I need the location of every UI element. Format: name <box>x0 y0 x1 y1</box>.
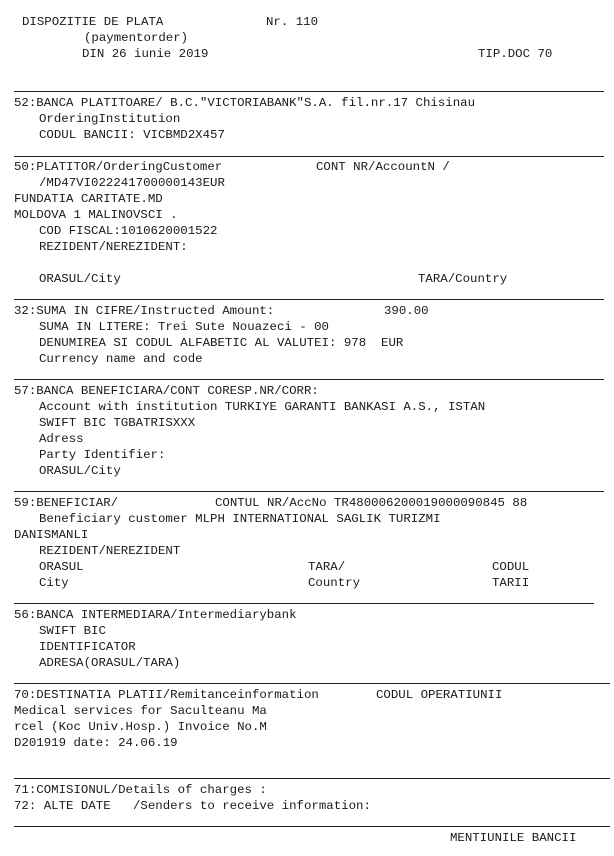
field-57-address: Adress <box>39 432 84 446</box>
field-50-city: ORASUL/City <box>39 272 121 286</box>
document-date: DIN 26 iunie 2019 <box>82 47 209 61</box>
field-57-swift: SWIFT BIC TGBATRISXXX <box>39 416 196 430</box>
bank-notes-label: MENTIUNILE BANCII <box>450 831 577 845</box>
field-59-tara: TARA/ <box>308 560 346 574</box>
divider <box>14 778 610 779</box>
field-70-text-line3: D201919 date: 24.06.19 <box>14 736 178 750</box>
field-57-city: ORASUL/City <box>39 464 121 478</box>
divider <box>14 156 604 157</box>
document-number: Nr. 110 <box>266 15 319 29</box>
divider <box>14 683 610 684</box>
field-59-customer: Beneficiary customer MLPH INTERNATIONAL SAGLIK TURIZMI <box>39 512 441 526</box>
field-70-text-line1: Medical services for Saculteanu Ma <box>14 704 267 718</box>
field-32-currency-en: Currency name and code <box>39 352 203 366</box>
field-59-codul: CODUL <box>492 560 530 574</box>
field-59-customer-cont: DANISMANLI <box>14 528 89 542</box>
field-57-beneficiary-bank: 57:BANCA BENEFICIARA/CONT CORESP.NR/CORR: <box>14 384 319 398</box>
field-32-currency: DENUMIREA SI CODUL ALFABETIC AL VALUTEI: 978 EUR <box>39 336 404 350</box>
field-59-resident: REZIDENT/NEREZIDENT <box>39 544 181 558</box>
field-50-account: /MD47VI022241700000143EUR <box>39 176 225 190</box>
field-52-ordering-bank: 52:BANCA PLATITOARE/ B.C."VICTORIABANK"S.A. fil.nr.17 Chisinau <box>14 96 476 110</box>
document-type: TIP.DOC 70 <box>478 47 553 61</box>
field-50-ordering-customer: 50:PLATITOR/OrderingCustomer <box>14 160 223 174</box>
field-70-text-line2: rcel (Koc Univ.Hosp.) Invoice No.M <box>14 720 267 734</box>
field-52-label-en: OrderingInstitution <box>39 112 181 126</box>
field-59-city: City <box>39 576 69 590</box>
field-50-account-label: CONT NR/AccountN / <box>316 160 450 174</box>
field-50-address: MOLDOVA 1 MALINOVSCI . <box>14 208 178 222</box>
field-56-address: ADRESA(ORASUL/TARA) <box>39 656 181 670</box>
document-title: DISPOZITIE DE PLATA <box>22 15 164 29</box>
field-70-operation-code: CODUL OPERATIUNII <box>376 688 503 702</box>
divider <box>14 379 604 380</box>
field-52-bank-code: CODUL BANCII: VICBMD2X457 <box>39 128 225 142</box>
field-71-charges: 71:COMISIONUL/Details of charges : <box>14 783 267 797</box>
divider <box>14 603 594 604</box>
field-59-orasul: ORASUL <box>39 560 84 574</box>
document-subtitle: (paymentorder) <box>84 31 189 45</box>
field-57-party-id: Party Identifier: <box>39 448 166 462</box>
divider <box>14 91 604 92</box>
field-56-intermediary-bank: 56:BANCA INTERMEDIARA/Intermediarybank <box>14 608 297 622</box>
field-50-name: FUNDATIA CARITATE.MD <box>14 192 163 206</box>
field-59-country: Country <box>308 576 361 590</box>
field-70-remittance: 70:DESTINATIA PLATII/Remitanceinformation <box>14 688 319 702</box>
divider <box>14 826 610 827</box>
field-50-country: TARA/Country <box>418 272 508 286</box>
field-59-tarii: TARII <box>492 576 530 590</box>
field-50-resident: REZIDENT/NEREZIDENT: <box>39 240 188 254</box>
field-59-account: CONTUL NR/AccNo TR480006200019000090845 88 <box>215 496 528 510</box>
field-72-other-data: 72: ALTE DATE /Senders to receive information: <box>14 799 371 813</box>
field-56-swift: SWIFT BIC <box>39 624 106 638</box>
field-32-amount-words: SUMA IN LITERE: Trei Sute Nouazeci - 00 <box>39 320 329 334</box>
field-56-identifier: IDENTIFICATOR <box>39 640 136 654</box>
field-32-amount: 390.00 <box>384 304 429 318</box>
field-50-fiscal-code: COD FISCAL:1010620001522 <box>39 224 218 238</box>
field-59-beneficiary: 59:BENEFICIAR/ <box>14 496 119 510</box>
field-57-institution: Account with institution TURKIYE GARANTI BANKASI A.S., ISTAN <box>39 400 486 414</box>
divider <box>14 491 604 492</box>
field-32-amount-label: 32:SUMA IN CIFRE/Instructed Amount: <box>14 304 275 318</box>
divider <box>14 299 604 300</box>
